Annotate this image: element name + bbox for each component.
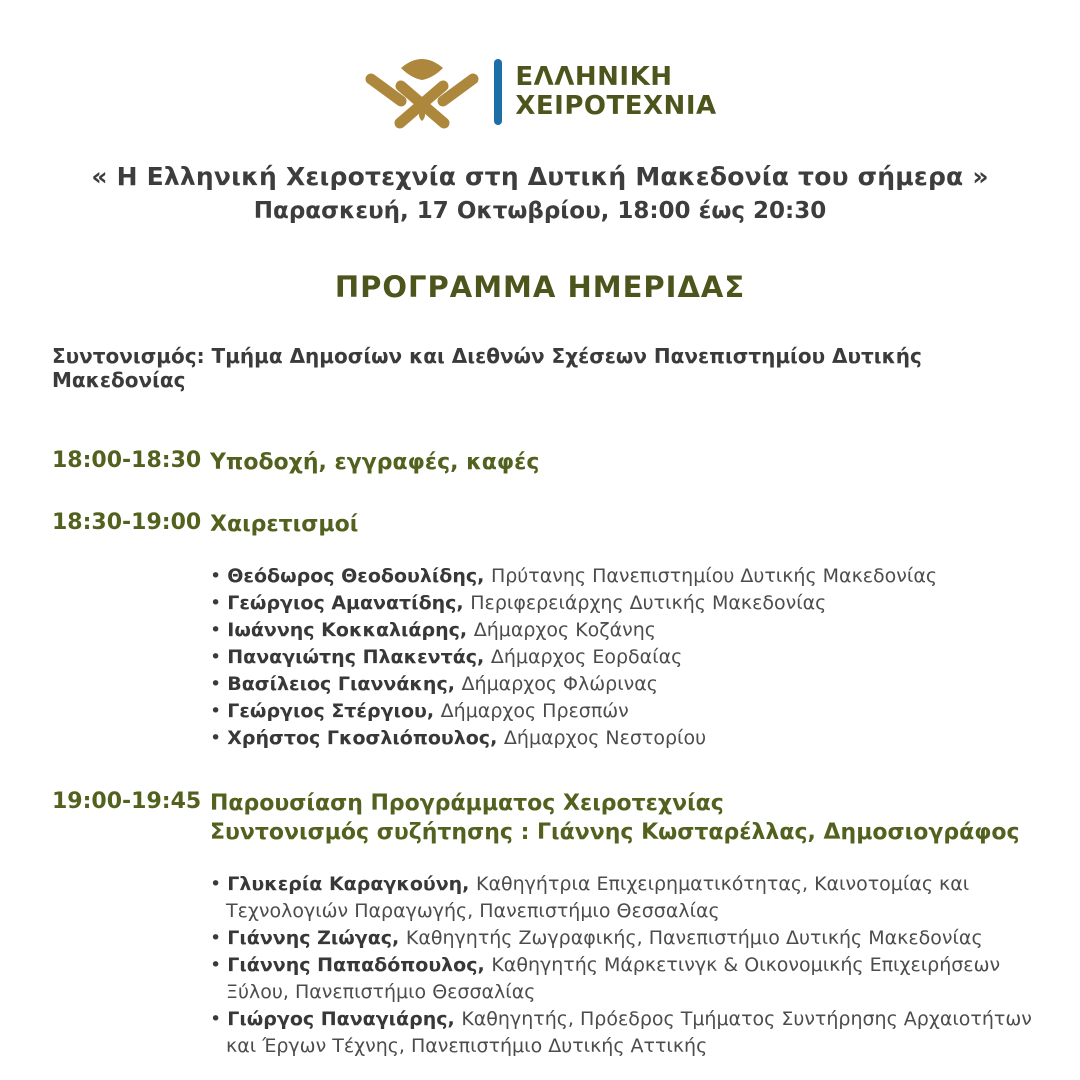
speaker-name: Γεώργιος Αμανατίδης, xyxy=(227,592,471,615)
speaker-item xyxy=(210,563,1038,590)
speaker-role: Καθηγητής, Πρόεδρος Τμήματος Συντήρησης Αρχαιοτήτων και Έργων Τέχνης, Πανεπιστήμιο Δυτικής Αττικής xyxy=(226,1008,1032,1058)
speaker-name: Γιώργος Παναγιάρης, xyxy=(227,1008,462,1031)
program-heading: ΠΡΟΓΡΑΜΜΑ ΗΜΕΡΙΔΑΣ xyxy=(334,270,746,304)
logo-divider-bar xyxy=(494,59,502,125)
session-body xyxy=(210,789,1038,1064)
speaker-role: Δήμαρχος Εορδαίας xyxy=(490,646,683,669)
session-title: Παρουσίαση Προγράμματος Χειροτεχνίας xyxy=(210,791,724,817)
session-body xyxy=(210,448,1038,477)
session-title: Υποδοχή, εγγραφές, καφές xyxy=(210,450,540,475)
logo-wordmark xyxy=(515,63,716,121)
speaker-item xyxy=(210,644,1038,671)
session-row xyxy=(52,510,1038,756)
speaker-role: Καθηγητής Ζωγραφικής, Πανεπιστήμιο Δυτικής Μακεδονίας xyxy=(405,927,983,950)
handicraft-figures-icon xyxy=(363,48,481,136)
speaker-list xyxy=(210,871,1038,1060)
session-title: Χαιρετισμοί xyxy=(210,512,359,538)
speaker-role: Δήμαρχος Πρεσπών xyxy=(440,700,629,723)
speaker-item xyxy=(210,725,1038,752)
speaker-item xyxy=(210,590,1038,617)
event-title: « Η Ελληνική Χειροτεχνία στη Δυτική Μακεδονία του σήμερα » xyxy=(91,162,989,191)
speaker-role: Δήμαρχος Φλώρινας xyxy=(461,673,658,696)
speaker-role: Καθηγητής Μάρκετινγκ & Οικονομικής Επιχειρήσεων Ξύλου, Πανεπιστήμιο Θεσσαλίας xyxy=(226,954,1001,1004)
coordination-line: Συντονισμός: Τμήμα Δημοσίων και Διεθνών Σχέσεων Πανεπιστημίου Δυτικής Μακεδονίας xyxy=(52,344,922,392)
title-block xyxy=(0,162,1080,224)
speaker-item xyxy=(210,952,1038,1006)
speaker-role: Δήμαρχος Νεστορίου xyxy=(503,727,707,750)
speaker-role: Καθηγήτρια Επιχειρηματικότητας, Καινοτομίας και Τεχνολογιών Παραγωγής, Πανεπιστήμιο Θεσσαλίας xyxy=(226,873,970,923)
speaker-name: Παναγιώτης Πλακεντάς, xyxy=(227,646,491,669)
session-subtitle: Συντονισμός συζήτησης : Γιάννης Κωσταρέλλας, Δημοσιογράφος xyxy=(210,820,1020,846)
speaker-name: Βασίλειος Γιαννάκης, xyxy=(227,673,462,696)
event-datetime: Παρασκευή, 17 Οκτωβρίου, 18:00 έως 20:30 xyxy=(253,198,827,224)
speaker-name: Γιάννης Παπαδόπουλος, xyxy=(227,954,492,977)
session-time: 19:00-19:45 xyxy=(52,789,202,815)
session-body xyxy=(210,510,1038,756)
speaker-item xyxy=(210,617,1038,644)
speaker-name: Θεόδωρος Θεοδουλίδης, xyxy=(227,565,491,588)
logo-wordmark-line2: ΧΕΙΡΟΤΕΧΝΙΑ xyxy=(515,91,717,121)
speaker-list xyxy=(210,563,1038,752)
speaker-name: Χρήστος Γκοσλιόπουλος, xyxy=(227,727,504,750)
speaker-role: Περιφερειάρχης Δυτικής Μακεδονίας xyxy=(470,592,827,615)
session-row xyxy=(52,448,1038,477)
sessions xyxy=(52,448,1038,1064)
speaker-item xyxy=(210,1006,1038,1060)
speaker-item xyxy=(210,925,1038,952)
speaker-role: Πρύτανης Πανεπιστημίου Δυτικής Μακεδονίας xyxy=(490,565,938,588)
logo-wordmark-line1: ΕΛΛΗΝΙΚΗ xyxy=(515,61,673,92)
speaker-name: Γεώργιος Στέργιου, xyxy=(227,700,441,723)
speaker-item xyxy=(210,671,1038,698)
speaker-name: Γλυκερία Καραγκούνη, xyxy=(227,873,477,896)
session-time: 18:00-18:30 xyxy=(52,448,202,473)
speaker-item xyxy=(210,698,1038,725)
session-row xyxy=(52,789,1038,1064)
logo xyxy=(0,0,1080,136)
speaker-name: Γιάννης Ζιώγας, xyxy=(227,927,406,950)
speaker-role: Δήμαρχος Κοζάνης xyxy=(473,619,656,642)
speaker-item xyxy=(210,871,1038,925)
session-time: 18:30-19:00 xyxy=(52,510,202,536)
speaker-name: Ιωάννης Κοκκαλιάρης, xyxy=(227,619,474,642)
